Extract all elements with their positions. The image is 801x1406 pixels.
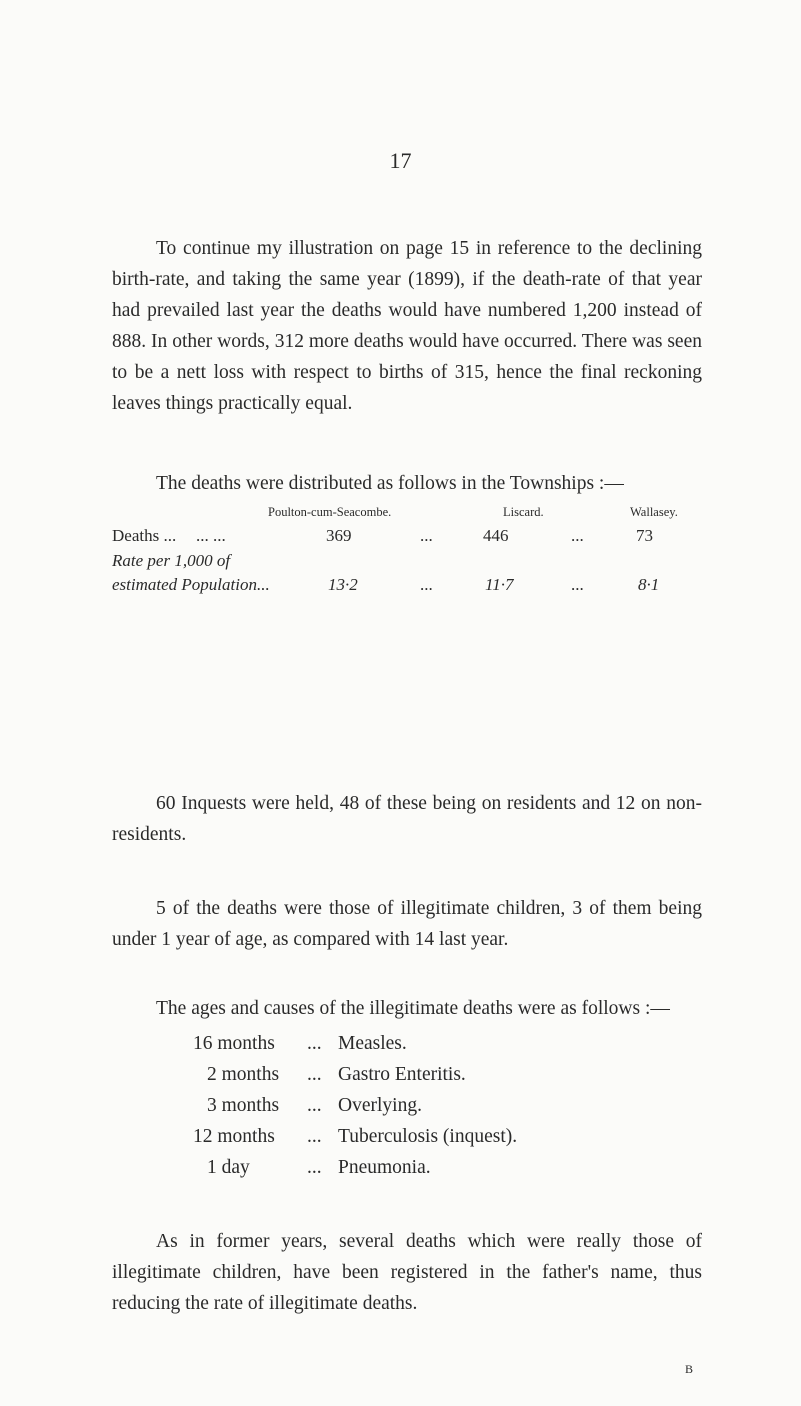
list-item-age: 12 months xyxy=(193,1126,275,1147)
list-item-age: 16 months xyxy=(193,1033,275,1054)
paragraph-inquests: 60 Inquests were held, 48 of these being on residents and 12 on non-residents. xyxy=(112,793,702,845)
list-item-age: 1 day xyxy=(207,1157,250,1178)
rate-wallasey: 8·1 xyxy=(638,575,660,594)
page-number: 17 xyxy=(389,148,412,173)
list-item-dots: ... xyxy=(307,1157,322,1178)
list-item-age: 3 months xyxy=(207,1095,280,1116)
col-head-liscard: Liscard. xyxy=(503,505,544,519)
list-item-cause: Pneumonia. xyxy=(338,1157,431,1178)
deaths-wallasey: 73 xyxy=(636,526,653,545)
illegitimate-intro: The ages and causes of the illegitimate deaths were as follows :— xyxy=(156,998,670,1019)
row-label-rate-line1: Rate per 1,000 of xyxy=(112,551,231,570)
paragraph-registration: As in former years, several deaths which were really those of illegitimate children, have been registered in the father's name, thus reducing the rate of illegitimate deaths. xyxy=(112,1231,702,1314)
col-head-poulton: Poulton-cum-Seacombe. xyxy=(268,505,392,519)
paragraph-birth-rate: To continue my illustration on page 15 in reference to the declining birth-rate, and taking the same year (1899), if the death-rate of that year had prevailed last year the deaths would have numbered 1,200 instead of 888. In other words, 312 more deaths would have occurred. There was seen to be a nett loss with respect to births of 315, hence the final reckoning leaves things practically equal. xyxy=(112,238,702,414)
list-item-cause: Gastro Enteritis. xyxy=(338,1064,466,1085)
list-item-age: 2 months xyxy=(207,1064,280,1085)
townships-intro: The deaths were distributed as follows in the Townships :— xyxy=(156,473,624,494)
list-item-dots: ... xyxy=(307,1064,322,1085)
deaths-liscard: 446 xyxy=(483,526,509,545)
list-item-dots: ... xyxy=(307,1033,322,1054)
deaths-sep-2: ... xyxy=(571,526,584,545)
row-dots-deaths: ... ... xyxy=(196,526,226,545)
list-item-cause: Tuberculosis (inquest). xyxy=(338,1126,518,1147)
col-head-wallasey: Wallasey. xyxy=(630,505,678,519)
signature-mark: B xyxy=(685,1362,694,1376)
rate-poulton: 13·2 xyxy=(328,575,358,594)
list-item-dots: ... xyxy=(307,1095,322,1116)
rate-sep-1: ... xyxy=(420,575,433,594)
rate-sep-2: ... xyxy=(571,575,584,594)
row-label-rate-line2: estimated Population... xyxy=(112,575,270,594)
rate-liscard: 11·7 xyxy=(485,575,514,594)
list-item-cause: Measles. xyxy=(338,1033,407,1054)
deaths-poulton: 369 xyxy=(326,526,352,545)
row-label-deaths: Deaths ... xyxy=(112,526,177,545)
list-item-dots: ... xyxy=(307,1126,322,1147)
deaths-sep-1: ... xyxy=(420,526,433,545)
list-item-cause: Overlying. xyxy=(338,1095,422,1116)
paragraph-illegitimate: 5 of the deaths were those of illegitimate children, 3 of them being under 1 year of age, as compared with 14 last year. xyxy=(112,898,702,950)
